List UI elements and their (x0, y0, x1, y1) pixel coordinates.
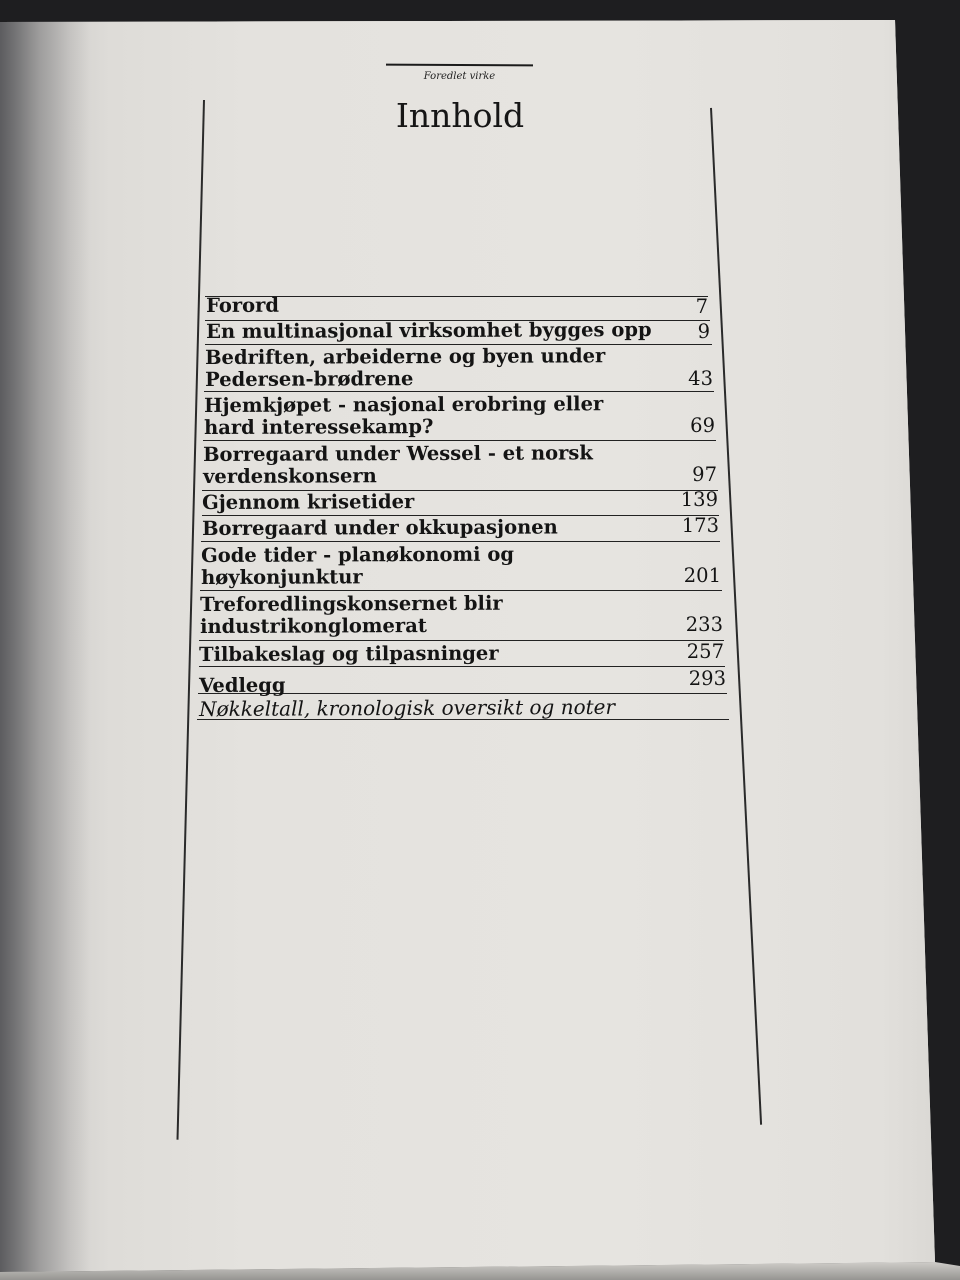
toc-entry-title: industrikonglomerat (200, 614, 427, 638)
header-rule (386, 64, 533, 67)
toc-entry-page-number: 293 (688, 667, 726, 690)
toc-entry-page-number: 7 (695, 295, 708, 318)
toc-entry-title: hard interessekamp? (204, 414, 434, 439)
toc-entry-title: Treforedlingskonsernet blir (200, 591, 503, 616)
toc-entry-title: Vedlegg (199, 673, 286, 697)
toc-entry-page-number: 9 (697, 320, 710, 343)
toc-entry-title: Forord (206, 293, 280, 317)
toc-entry-title: Hjemkjøpet - nasjonal erobring eller (204, 392, 604, 417)
toc-rule (205, 296, 708, 297)
toc-rule (199, 666, 725, 667)
toc-entry-title: Borregaard under okkupasjonen (202, 515, 558, 540)
toc-entry-title: Gjennom krisetider (202, 490, 415, 514)
page-title: Innhold (395, 96, 525, 135)
toc-entry-page-number: 69 (690, 414, 715, 437)
toc-entry-title: Borregaard under Wessel - et norsk (203, 441, 593, 466)
toc-entry-page-number: 173 (681, 514, 719, 537)
toc-entry-title: verdenskonsern (203, 464, 377, 488)
toc-entry-title: Tilbakeslag og tilpasninger (199, 641, 499, 666)
toc-entry-page-number: 233 (685, 613, 723, 636)
toc-entry-page-number: 139 (680, 488, 718, 511)
toc-entry-page-number: 43 (688, 367, 713, 390)
toc-entry-title: Pedersen-brødrene (205, 367, 414, 391)
toc-entry-subtitle: Nøkkeltall, kronologisk oversikt og noter (199, 694, 616, 721)
toc-entry-page-number: 201 (683, 564, 721, 587)
running-head: Foredlet virke (423, 71, 496, 82)
toc-entry-title: Bedriften, arbeiderne og byen under (205, 344, 606, 369)
toc-entry-page-number: 257 (686, 640, 724, 663)
toc-entry-title: høykonjunktur (201, 565, 363, 589)
toc-entry-title: En multinasjonal virksomhet bygges opp (206, 318, 652, 343)
toc-entry-title: Gode tider - planøkonomi og (201, 542, 515, 567)
toc-entry-page-number: 97 (692, 463, 717, 486)
